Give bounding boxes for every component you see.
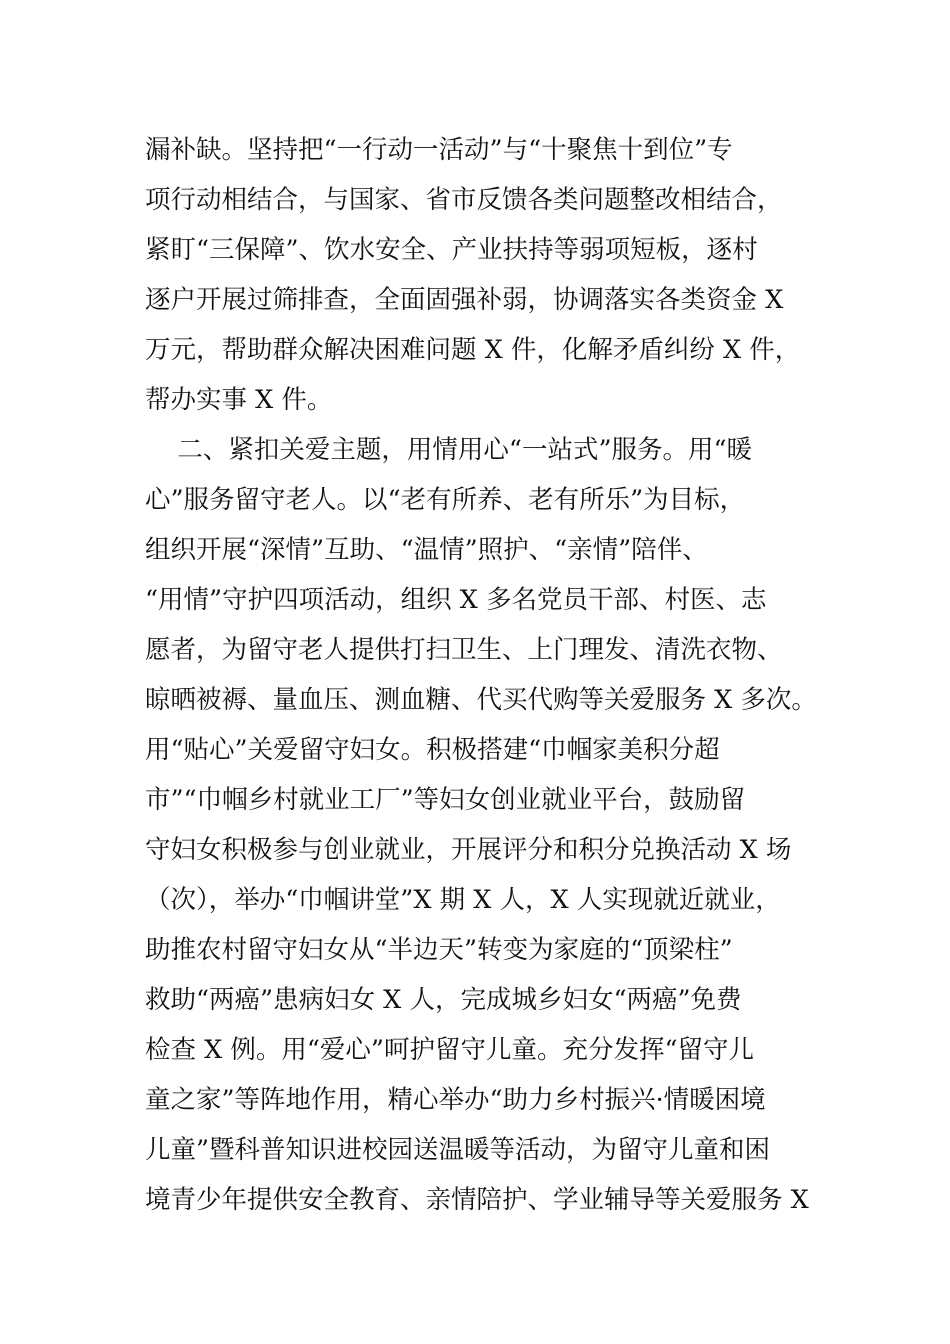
text-line: 救助“两癌”患病妇女 X 人，完成城乡妇女“两癌”免费: [145, 985, 742, 1015]
text-line: 市”“巾帼乡村就业工厂”等妇女创业就业平台，鼓励留: [145, 785, 746, 815]
text-line: 逐户开展过筛排查，全面固强补弱，协调落实各类资金 X: [145, 285, 784, 315]
text-line: 儿童”暨科普知识进校园送温暖等活动，为留守儿童和困: [145, 1135, 771, 1165]
text-line: 童之家”等阵地作用，精心举办“助力乡村振兴·情暖困境: [145, 1085, 766, 1115]
text-line: “用情”守护四项活动，组织 X 多名党员干部、村医、志: [145, 585, 767, 615]
text-line: 守妇女积极参与创业就业，开展评分和积分兑换活动 X 场: [145, 835, 792, 865]
text-line: （次），举办“巾帼讲堂”X 期 X 人，X 人实现就近就业，: [145, 885, 781, 915]
text-line: 晾晒被褥、量血压、测血糖、代买代购等关爱服务 X 多次。: [145, 685, 817, 715]
text-line: 帮办实事 X 件。: [145, 385, 333, 415]
text-line: 万元，帮助群众解决困难问题 X 件，化解矛盾纠纷 X 件，: [145, 335, 801, 365]
text-line: 紧盯“三保障”、饮水安全、产业扶持等弱项短板，逐村: [145, 235, 758, 265]
text-line: 助推农村留守妇女从“半边天”转变为家庭的“顶梁柱”: [145, 935, 733, 965]
text-line: 漏补缺。坚持把“一行动一活动”与“十聚焦十到位”专: [145, 135, 733, 165]
text-line: 组织开展“深情”互助、“温情”照护、“亲情”陪伴、: [145, 535, 708, 565]
text-line: 愿者，为留守老人提供打扫卫生、上门理发、清洗衣物、: [145, 635, 783, 665]
paragraph-heading-line: 二、紧扣关爱主题，用情用心“一站式”服务。用“暖: [145, 435, 753, 465]
text-line: 境青少年提供安全教育、亲情陪护、学业辅导等关爱服务 X: [145, 1185, 809, 1215]
text-line: 心”服务留守老人。以“老有所养、老有所乐”为目标，: [145, 485, 746, 515]
text-line: 用“贴心”关爱留守妇女。积极搭建“巾帼家美积分超: [145, 735, 720, 765]
text-line: 项行动相结合，与国家、省市反馈各类问题整改相结合，: [145, 185, 783, 215]
text-line: 检查 X 例。用“爱心”呵护留守儿童。充分发挥“留守儿: [145, 1035, 754, 1065]
